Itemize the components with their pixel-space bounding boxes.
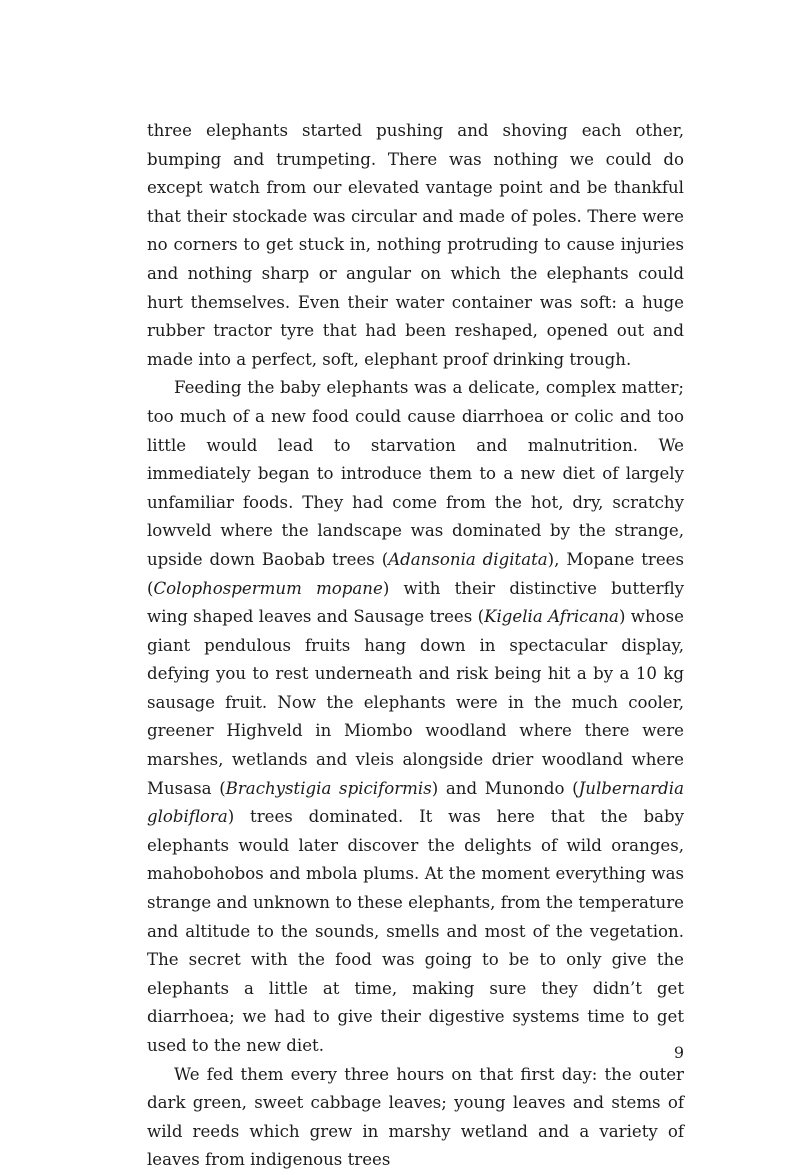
paragraph-2-text: ) with their distinctive butterfly wing shaped leaves and Sausage trees ( bbox=[147, 578, 685, 627]
species-name-munondo: Julbernardia globiflora bbox=[147, 778, 684, 827]
species-name-sausage-tree: Kigelia Africana bbox=[484, 607, 619, 627]
paragraph-2 bbox=[147, 374, 684, 1060]
paragraph-2-text: ), Mopane trees ( bbox=[147, 549, 685, 598]
species-name-mopane: Colophospermum mopane bbox=[153, 578, 383, 598]
paragraph-3-text: We fed them every three hours on that first day: the outer dark green, sweet cabbage leaves; young leaves and stems of wild reeds which grew in marshy wetland and a variety of leaves from indigenous trees bbox=[147, 1064, 684, 1170]
page-number: 9 bbox=[673, 1043, 684, 1062]
paragraph-3 bbox=[147, 1061, 684, 1175]
paragraph-2-text: Feeding the baby elephants was a delicate, complex matter; too much of a new food could cause diarrhoea or colic and too little would lead to starvation and malnutrition. We immediately began to introduce them to a new diet of largely unfamiliar foods. They had come from the hot, dry, scratchy lowveld where the landscape was dominated by the strange, upside down Baobab trees ( bbox=[147, 378, 684, 569]
paragraph-2-text: ) trees dominated. It was here that the baby elephants would later discover the delights of wild oranges, mahobohobos and mbola plums. At the moment everything was strange and unknown to these elephants, from the temperature and altitude to the sounds, smells and most of the vegetation. The secret with the food was going to be to only give the elephants a little at time, making sure they didn’t get diarrhoea; we had to give their digestive systems time to get used to the new diet. bbox=[147, 807, 684, 1055]
species-name-musasa: Brachystigia spiciformis bbox=[225, 778, 432, 798]
paragraph-1-text: three elephants started pushing and shoving each other, bumping and trumpeting. There was nothing we could do except watch from our elevated vantage point and be thankful that their stockade was circular and made of poles. There were no corners to get stuck in, nothing protruding to cause injuries and nothing sharp or angular on which the elephants could hurt themselves. Even their water container was soft: a huge rubber tractor tyre that had been reshaped, opened out and made into a perfect, soft, elephant proof drinking trough. bbox=[147, 121, 684, 369]
paragraph-2-text: ) and Munondo ( bbox=[431, 778, 579, 798]
body-text bbox=[147, 117, 684, 1175]
paragraph-2-text: ) whose giant pendulous fruits hang down in spectacular display, defying you to rest underneath and risk being hit a by a 10 kg sausage fruit. Now the elephants were in the much cooler, greener Highveld in Miombo woodland where there were marshes, wetlands and vleis alongside drier woodland where Musasa ( bbox=[147, 607, 685, 798]
paragraph-1 bbox=[147, 117, 684, 374]
species-name-baobab: Adansonia digitata bbox=[388, 549, 548, 569]
